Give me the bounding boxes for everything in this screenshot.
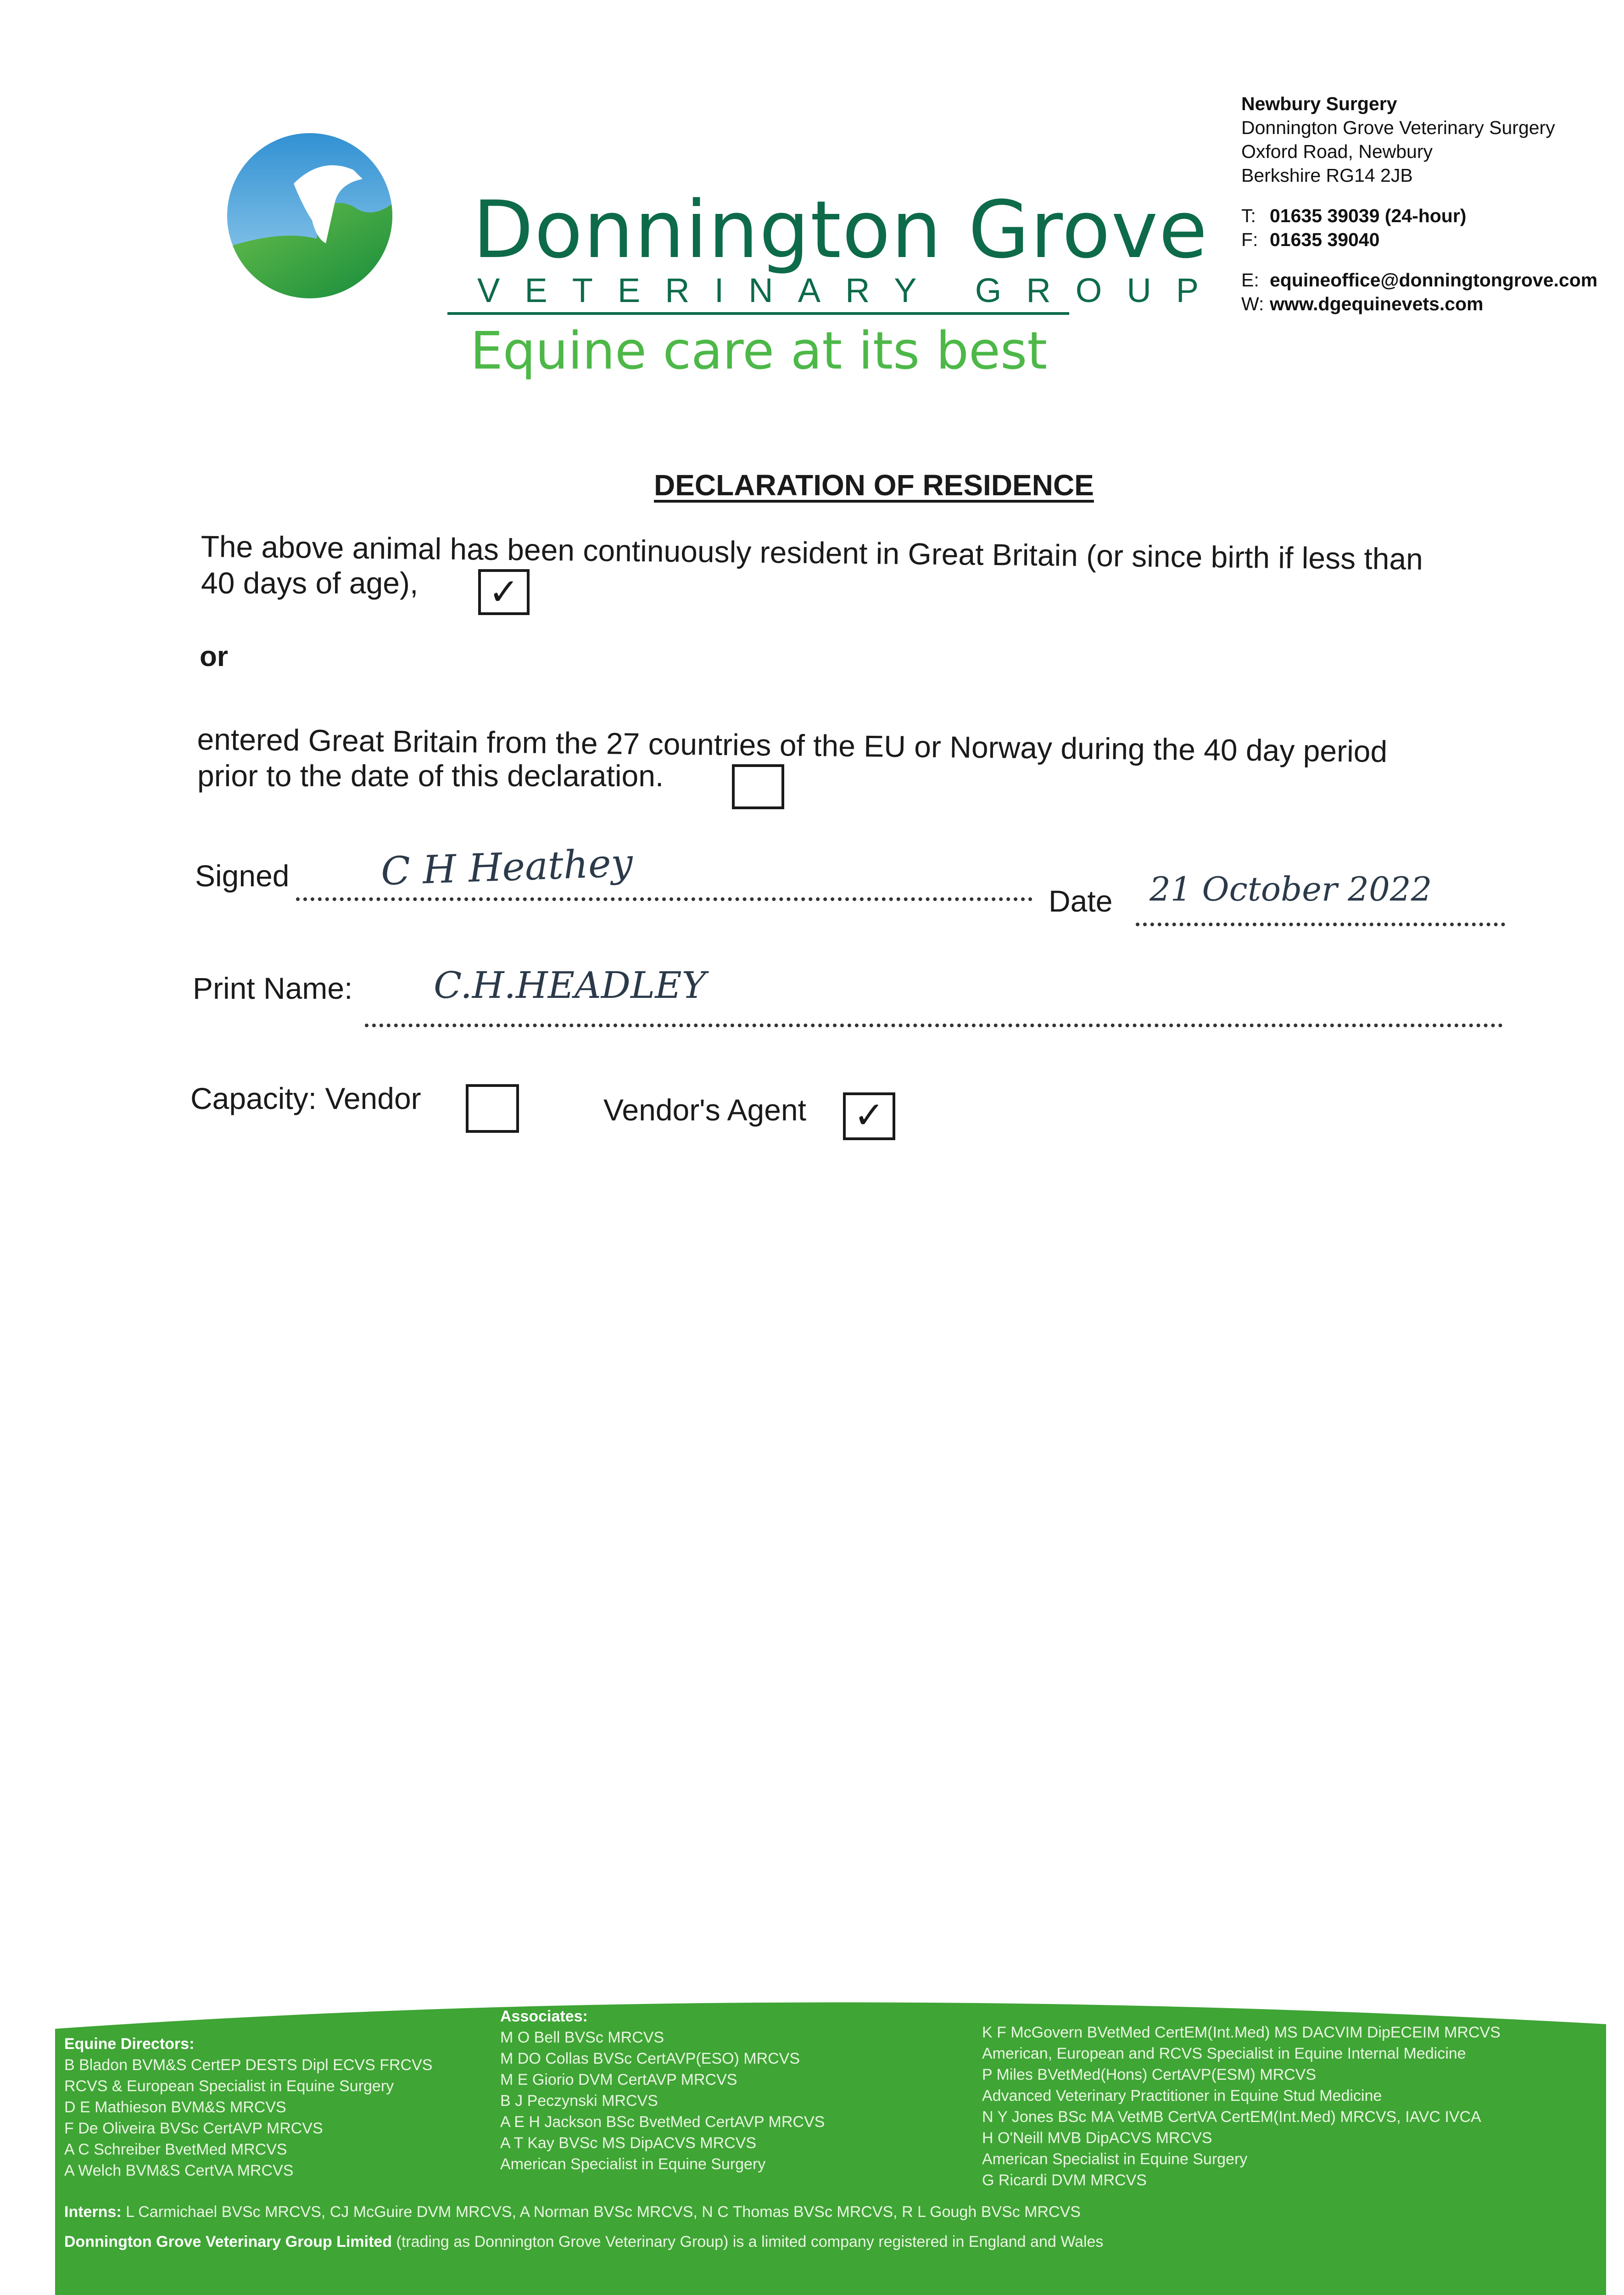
- address-line: Oxford Road, Newbury: [1241, 141, 1433, 162]
- brand-name: Donnington Grove: [473, 184, 1209, 276]
- interns-names: L Carmichael BVSc MRCVS, CJ McGuire DVM MRCVS, A Norman BVSc MRCVS, N C Thomas BVSc MRCVS, R L Gough BVSc MRCVS: [126, 2203, 1081, 2221]
- associate-entry: American Specialist in Equine Surgery: [500, 2155, 766, 2173]
- associates-column: [500, 2006, 825, 2175]
- interns-line: [64, 2203, 1081, 2221]
- associate-entry: A E H Jackson BSc BvetMed CertAVP MRCVS: [500, 2113, 825, 2131]
- director-entry: B Bladon BVM&S CertEP DESTS Dipl ECVS FRCVS: [64, 2056, 433, 2074]
- specialist-entry: P Miles BVetMed(Hons) CertAVP(ESM) MRCVS: [982, 2066, 1317, 2083]
- vendors-agent-checkbox[interactable]: ✓: [843, 1092, 895, 1140]
- website-link[interactable]: www.dgequinevets.com: [1270, 293, 1484, 314]
- print-name-label: Print Name:: [193, 971, 353, 1005]
- specialist-entry: H O'Neill MVB DipACVS MRCVS: [982, 2129, 1212, 2147]
- associate-entry: M DO Collas BVSc CertAVP(ESO) MRCVS: [500, 2050, 800, 2067]
- vendors-agent-label: Vendor's Agent: [603, 1093, 806, 1127]
- print-name-handwritten: C.H.HEADLEY: [434, 964, 706, 1007]
- company-registration: (trading as Donnington Grove Veterinary Group) is a limited company registered in England and Wales: [396, 2233, 1104, 2250]
- specialist-entry: Advanced Veterinary Practitioner in Equine Stud Medicine: [982, 2087, 1382, 2105]
- address-line: Donnington Grove Veterinary Surgery: [1241, 117, 1555, 138]
- or-separator: or: [200, 641, 228, 672]
- web-label: W:: [1241, 293, 1264, 314]
- associate-entry: M O Bell BVSc MRCVS: [500, 2029, 664, 2046]
- director-entry: F De Oliveira BVSc CertAVP MRCVS: [64, 2120, 323, 2137]
- associate-entry: B J Peczynski MRCVS: [500, 2092, 658, 2110]
- fax-label: F:: [1241, 229, 1258, 250]
- company-line: [64, 2233, 1103, 2251]
- specialist-entry: G Ricardi DVM MRCVS: [982, 2172, 1147, 2189]
- director-entry: A Welch BVM&S CertVA MRCVS: [64, 2162, 294, 2179]
- paragraph-entered-cont: prior to the date of this declaration.: [197, 759, 664, 793]
- specialists-column: [982, 2022, 1501, 2191]
- document-title: DECLARATION OF RESIDENCE: [654, 469, 1094, 502]
- contact-block: [1241, 92, 1597, 316]
- fax-number: 01635 39040: [1270, 229, 1380, 250]
- specialist-entry: N Y Jones BSc MA VetMB CertVA CertEM(Int.Med) MRCVS, IAVC IVCA: [982, 2108, 1481, 2126]
- footer-staff-list: [64, 1992, 1579, 2277]
- email-link[interactable]: equineoffice@donningtongrove.com: [1270, 269, 1598, 291]
- vendor-checkbox[interactable]: [466, 1084, 519, 1133]
- print-name-line[interactable]: [365, 1024, 1503, 1027]
- company-name: Donnington Grove Veterinary Group Limited: [64, 2233, 392, 2250]
- tagline: Equine care at its best: [470, 321, 1048, 381]
- brand-subtitle: VETERINARY GROUP: [477, 271, 1224, 309]
- entered-checkbox[interactable]: [732, 764, 784, 809]
- signature-line[interactable]: [296, 897, 1032, 901]
- paragraph-resident-cont: 40 days of age),: [201, 566, 419, 600]
- directors-heading: Equine Directors:: [64, 2035, 195, 2053]
- resident-checkbox[interactable]: ✓: [478, 569, 530, 615]
- surgery-name: Newbury Surgery: [1241, 93, 1397, 114]
- horse-head-logo-icon: [225, 129, 395, 303]
- associate-entry: M E Giorio DVM CertAVP MRCVS: [500, 2071, 737, 2088]
- director-entry: RCVS & European Specialist in Equine Surgery: [64, 2077, 394, 2095]
- paragraph-resident: The above animal has been continuously resident in Great Britain (or since birth if less than: [201, 529, 1423, 576]
- email-label: E:: [1241, 269, 1259, 291]
- tel-number[interactable]: 01635 39039 (24-hour): [1270, 205, 1467, 226]
- director-entry: D E Mathieson BVM&S MRCVS: [64, 2099, 286, 2116]
- specialist-entry: American Specialist in Equine Surgery: [982, 2150, 1248, 2168]
- signature-handwritten: C H Heathey: [380, 840, 634, 894]
- date-label: Date: [1049, 884, 1113, 918]
- tel-label: T:: [1241, 205, 1256, 226]
- date-handwritten: 21 October 2022: [1150, 870, 1432, 908]
- specialist-entry: K F McGovern BVetMed CertEM(Int.Med) MS DACVIM DipECEIM MRCVS: [982, 2024, 1501, 2041]
- associates-heading: Associates:: [500, 2008, 588, 2025]
- specialist-entry: American, European and RCVS Specialist in Equine Internal Medicine: [982, 2045, 1466, 2062]
- directors-column: [64, 2033, 432, 2181]
- associate-entry: A T Kay BVSc MS DipACVS MRCVS: [500, 2134, 757, 2152]
- date-line[interactable]: [1136, 923, 1505, 926]
- director-entry: A C Schreiber BvetMed MRCVS: [64, 2141, 287, 2158]
- brand-divider: [447, 312, 1069, 315]
- paragraph-entered: entered Great Britain from the 27 countries of the EU or Norway during the 40 day period: [197, 722, 1388, 769]
- signed-label: Signed: [195, 859, 290, 893]
- interns-label: Interns:: [64, 2203, 122, 2221]
- address-line: Berkshire RG14 2JB: [1241, 165, 1413, 186]
- capacity-vendor-label: Capacity: Vendor: [190, 1081, 421, 1115]
